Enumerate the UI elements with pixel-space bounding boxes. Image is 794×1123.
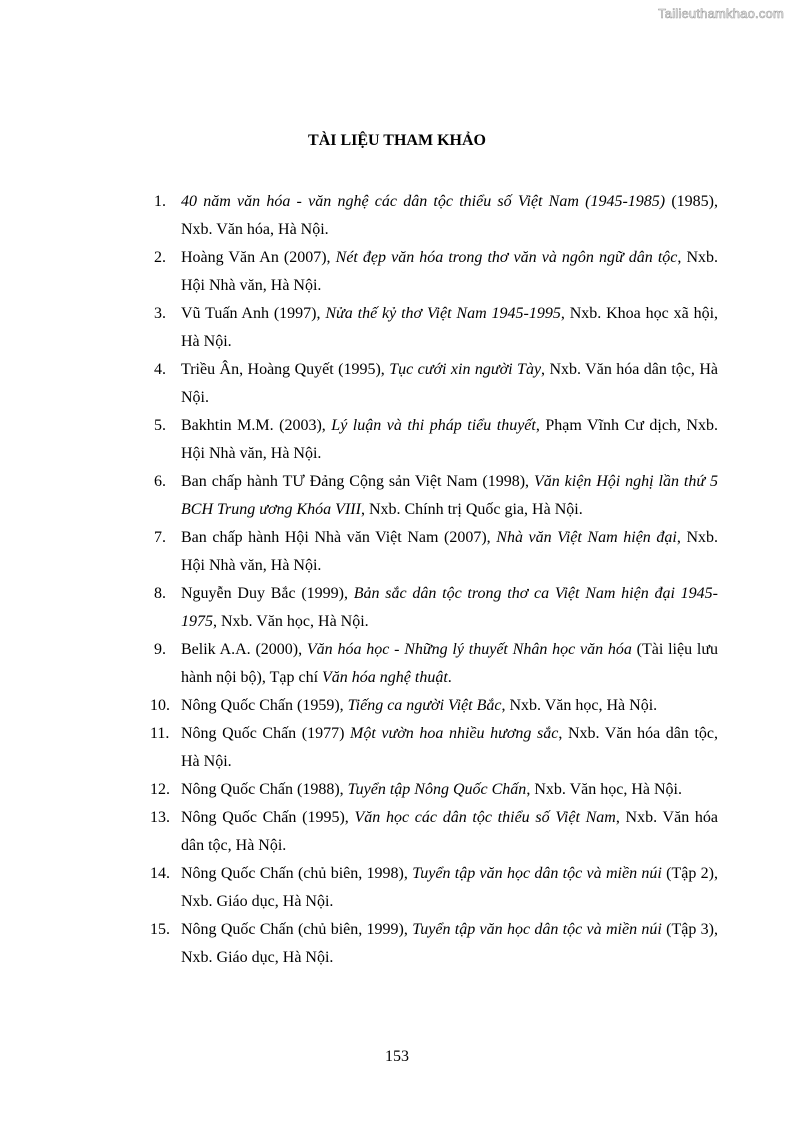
reference-text: Nông Quốc Chấn (chủ biên, 1998), (181, 865, 413, 882)
reference-text: Hoàng Văn An (2007), (181, 249, 336, 266)
reference-item (150, 188, 718, 244)
reference-number: 8. (154, 585, 166, 602)
reference-number: 10. (150, 697, 170, 714)
reference-item (150, 692, 718, 720)
reference-number: 15. (150, 921, 170, 938)
reference-item (150, 244, 718, 300)
reference-title: Lý luận và thi pháp tiểu thuyết (331, 417, 536, 434)
reference-title: Một vườn hoa nhiều hương sắc (350, 725, 559, 742)
reference-title: Tiếng ca người Việt Bắc (347, 697, 502, 714)
reference-item (150, 580, 718, 636)
reference-title: Tuyển tập Nông Quốc Chấn (347, 781, 527, 798)
reference-item (150, 720, 718, 776)
page-number: 153 (385, 1048, 409, 1065)
reference-text: Nông Quốc Chấn (1995), (181, 809, 355, 826)
reference-text: , Phạm Vĩnh Cư dịch, Nxb. Hội Nhà văn, Hà Nội. (181, 417, 718, 462)
reference-title: Nét đẹp văn hóa trong thơ văn và ngôn ngữ dân tộc (335, 249, 678, 266)
reference-number: 14. (150, 865, 170, 882)
reference-number: 3. (154, 305, 166, 322)
reference-text: , Nxb. Văn hóa dân tộc, Hà Nội. (181, 725, 719, 770)
reference-item (150, 860, 718, 916)
reference-title: Nửa thế kỷ thơ Việt Nam 1945-1995 (325, 305, 561, 322)
reference-number: 9. (154, 641, 166, 658)
reference-number: 11. (150, 725, 170, 742)
reference-text: Vũ Tuấn Anh (1997), (181, 305, 326, 322)
reference-text: Bakhtin M.M. (2003), (181, 417, 332, 434)
reference-text: Nông Quốc Chấn (1988), (181, 781, 348, 798)
reference-item (150, 300, 718, 356)
reference-number: 2. (154, 249, 166, 266)
reference-text: Nông Quốc Chấn (1959), (181, 697, 348, 714)
reference-text: (1985), Nxb. Văn hóa, Hà Nội. (181, 193, 719, 238)
reference-text: , Nxb. Văn học, Hà Nội. (501, 697, 658, 714)
reference-number: 13. (150, 809, 170, 826)
reference-title: Tục cưới xin người Tày (389, 361, 542, 378)
reference-item (150, 524, 718, 580)
reference-title: Văn hóa học - Những lý thuyết Nhân học văn hóa (306, 641, 632, 658)
reference-item (150, 356, 718, 412)
reference-text: Triều Ân, Hoàng Quyết (1995), (181, 361, 390, 378)
reference-number: 12. (150, 781, 170, 798)
reference-text: , Nxb. Văn hóa dân tộc, Hà Nội. (181, 361, 718, 406)
reference-text: Belik A.A. (2000), (181, 641, 307, 658)
reference-item (150, 636, 718, 692)
reference-list (150, 188, 718, 972)
reference-text: , Nxb. Hội Nhà văn, Hà Nội. (181, 529, 718, 574)
reference-text: , Nxb. Văn hóa dân tộc, Hà Nội. (181, 809, 719, 854)
reference-text: (Tài liệu lưu hành nội bộ), Tạp chí (181, 641, 718, 686)
reference-item (150, 776, 718, 804)
reference-item (150, 916, 718, 972)
reference-text: , Nxb. Chính trị Quốc gia, Hà Nội. (360, 501, 583, 518)
reference-number: 4. (154, 361, 166, 378)
reference-title: Tuyển tập văn học dân tộc và miền núi (412, 865, 662, 882)
reference-title: Văn học các dân tộc thiểu số Việt Nam (354, 809, 616, 826)
reference-text: Ban chấp hành Hội Nhà văn Việt Nam (2007), (181, 529, 497, 546)
reference-title: Văn hóa nghệ thuật (322, 669, 448, 686)
reference-number: 5. (154, 417, 166, 434)
reference-item (150, 804, 718, 860)
reference-title: Nhà văn Việt Nam hiện đại (496, 529, 677, 546)
reference-number: 1. (154, 193, 166, 210)
reference-item (150, 468, 718, 524)
reference-text: , Nxb. Văn học, Hà Nội. (526, 781, 682, 798)
reference-item (150, 412, 718, 468)
reference-title: Văn kiện Hội nghị lần thứ 5 BCH Trung ương Khóa VIII (181, 473, 719, 518)
reference-number: 6. (154, 473, 166, 490)
reference-text: (Tập 3), Nxb. Giáo dục, Hà Nội. (181, 921, 719, 966)
watermark-text: Tailieuthamkhao.com (658, 6, 784, 21)
reference-text: . (447, 669, 452, 686)
reference-number: 7. (154, 529, 166, 546)
reference-text: , Nxb. Văn học, Hà Nội. (213, 613, 369, 630)
reference-text: , Nxb. Hội Nhà văn, Hà Nội. (181, 249, 718, 294)
reference-text: , Nxb. Khoa học xã hội, Hà Nội. (181, 305, 719, 350)
reference-text: Ban chấp hành TƯ Đảng Cộng sản Việt Nam (1998), (181, 473, 534, 490)
reference-text: Nông Quốc Chấn (1977) (181, 725, 351, 742)
page-title: TÀI LIỆU THAM KHẢO (308, 132, 486, 149)
reference-text: Nguyễn Duy Bắc (1999), (181, 585, 354, 602)
reference-title: 40 năm văn hóa - văn nghệ các dân tộc thiểu số Việt Nam (1945-1985) (181, 193, 666, 210)
reference-title: Tuyển tập văn học dân tộc và miền núi (412, 921, 662, 938)
reference-title: Bản sắc dân tộc trong thơ ca Việt Nam hiện đại 1945-1975 (181, 585, 718, 630)
reference-text: (Tập 2), Nxb. Giáo dục, Hà Nội. (181, 865, 719, 910)
reference-text: Nông Quốc Chấn (chủ biên, 1999), (181, 921, 413, 938)
